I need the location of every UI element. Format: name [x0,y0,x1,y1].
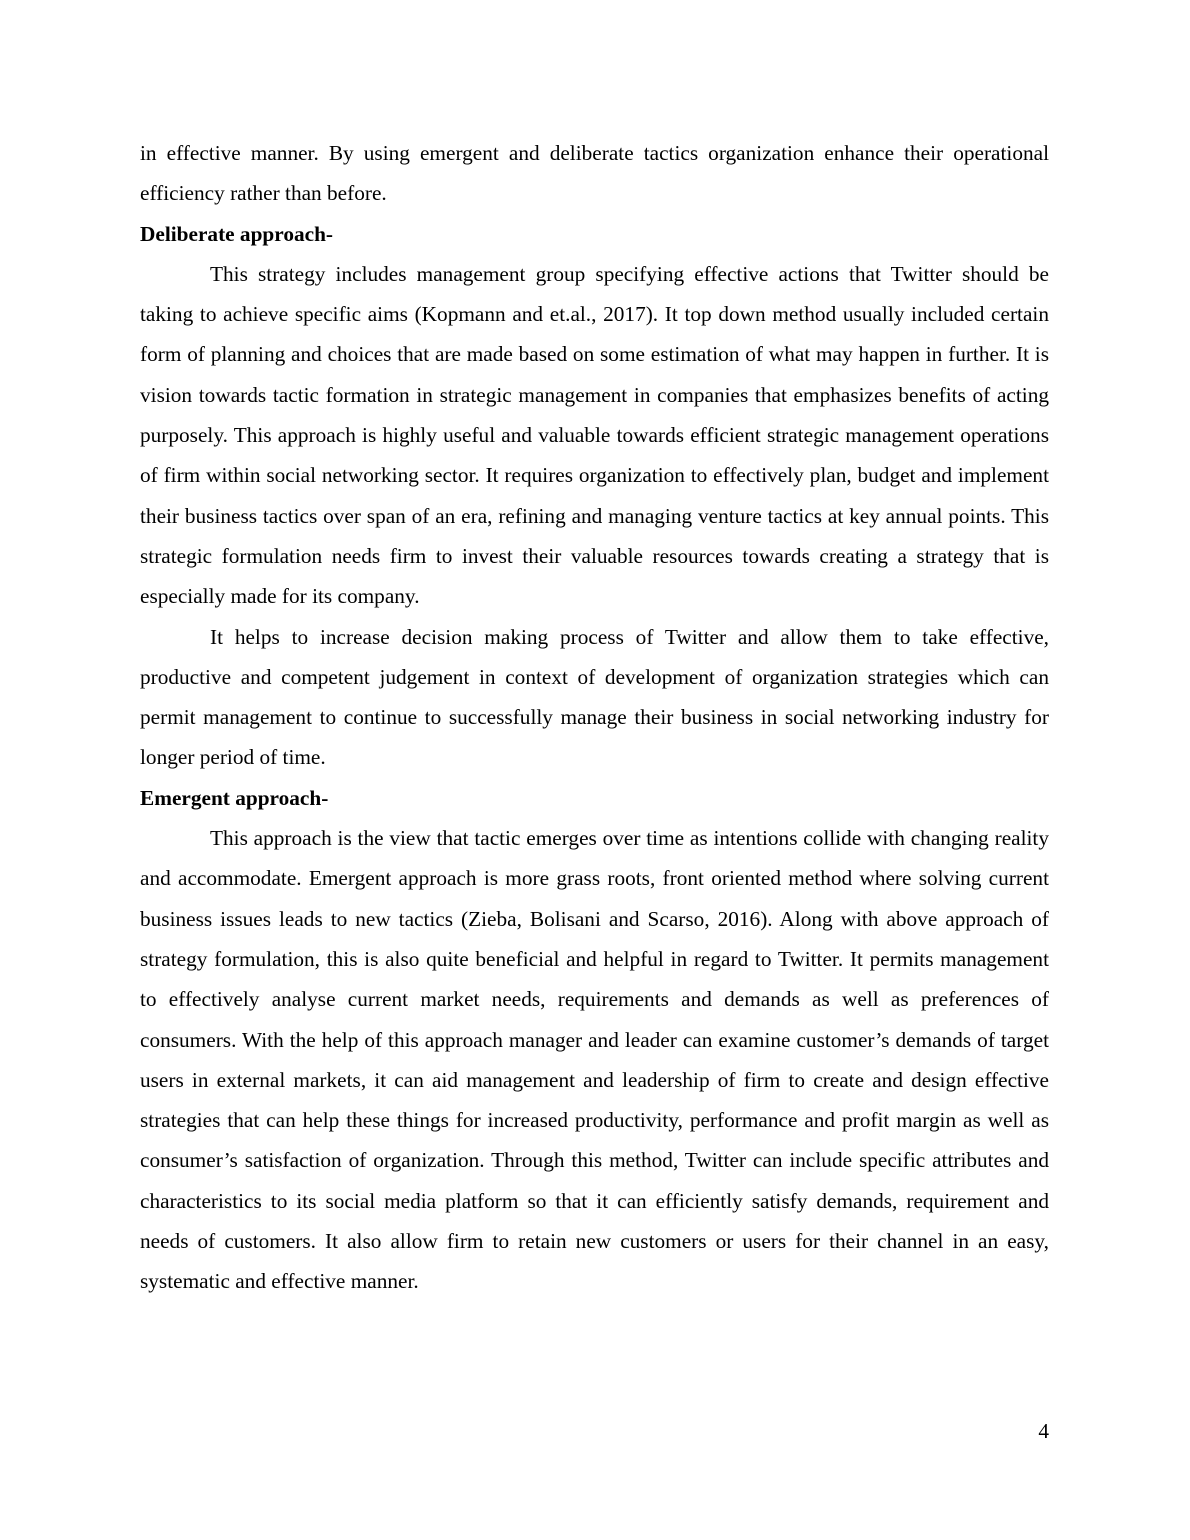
paragraph-emergent-description: This approach is the view that tactic emerges over time as intentions collide with changing reality and accommodate. Emergent approach is more grass roots, front oriented method where solving current business issues leads to new tactics (Zieba, Bolisani and Scarso, 2016). Along with above approach of strategy formulation, this is also quite beneficial and helpful in regard to Twitter. It permits management to effectively analyse current market needs, requirements and demands as well as preferences of consumers. With the help of this approach manager and leader can examine customer’s demands of target users in external markets, it can aid management and leadership of firm to create and design effective strategies that can help these things for increased productivity, performance and profit margin as well as consumer’s satisfaction of organization. Through this method, Twitter can include specific attributes and characteristics to its social media platform so that it can efficiently satisfy demands, requirement and needs of customers. It also allow firm to retain new customers or users for their channel in an easy, systematic and effective manner. [140,826,1049,1294]
heading-deliberate-approach: Deliberate approach- [140,221,334,246]
heading-emergent-approach: Emergent approach- [140,785,329,810]
paragraph-intro-continuation: in effective manner. By using emergent and deliberate tactics organization enhance their operational efficiency rather than before. [140,141,1049,206]
paragraph-deliberate-description: This strategy includes management group specifying effective actions that Twitter should be taking to achieve specific aims (Kopmann and et.al., 2017). It top down method usually included certain form of planning and choices that are made based on some estimation of what may happen in further. It is vision towards tactic formation in strategic management in companies that emphasizes benefits of acting purposely. This approach is highly useful and valuable towards efficient strategic management operations of firm within social networking sector. It requires organization to effectively plan, budget and implement their business tactics over span of an era, refining and managing venture tactics at key annual points. This strategic formulation needs firm to invest their valuable resources towards creating a strategy that is especially made for its company. [140,261,1049,609]
paragraph-deliberate-benefits: It helps to increase decision making process of Twitter and allow them to take effective, productive and competent judgement in context of development of organization strategies which can permit management to continue to successfully manage their business in social networking industry for longer period of time. [140,624,1049,770]
page-number: 4 [1038,1419,1049,1443]
page-body [140,133,1049,1302]
